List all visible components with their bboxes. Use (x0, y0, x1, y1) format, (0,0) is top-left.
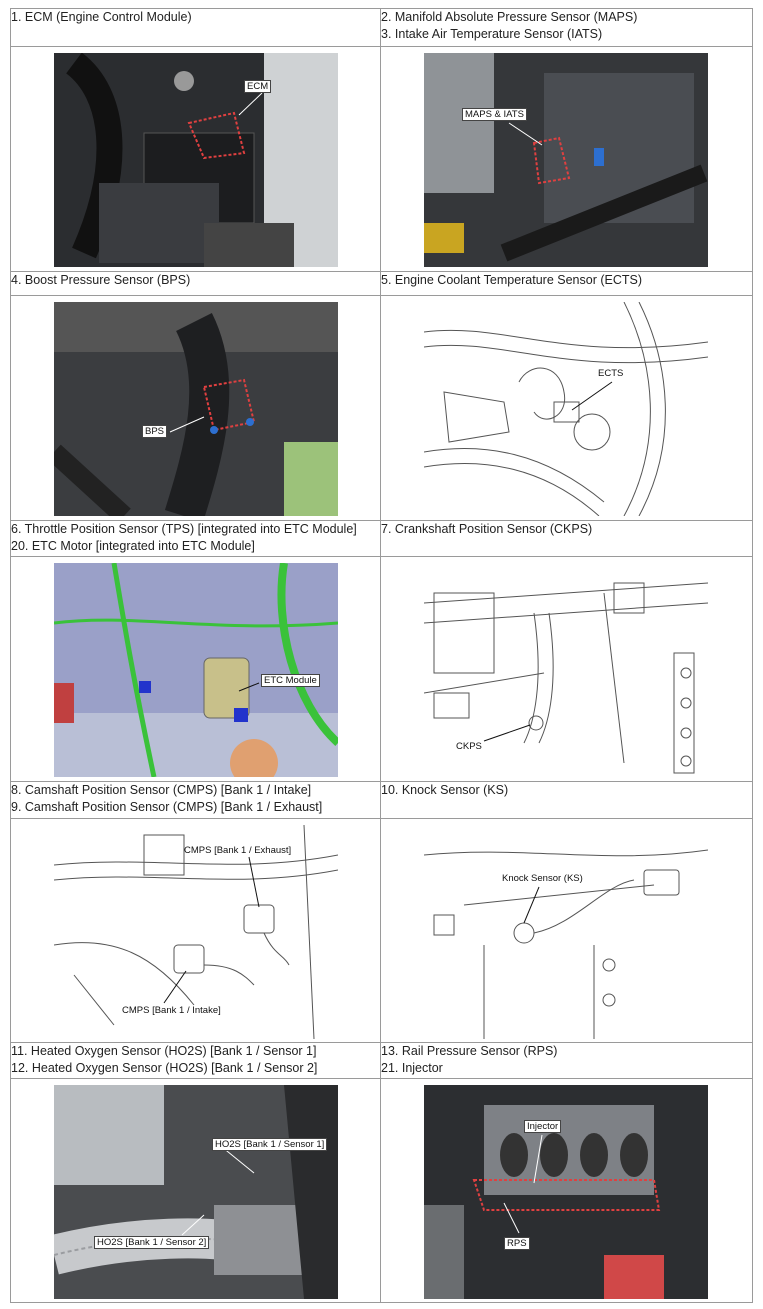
drawing-ks (424, 825, 708, 1039)
label-line: 3. Intake Air Temperature Sensor (IATS) (381, 27, 603, 41)
callout-cmps-exhaust: CMPS [Bank 1 / Exhaust] (184, 845, 292, 856)
label-line: 1. ECM (Engine Control Module) (11, 10, 192, 24)
label-ckps (381, 521, 753, 557)
label-ecm (11, 9, 381, 47)
label-line: 10. Knock Sensor (KS) (381, 783, 509, 797)
photo-maps-iats (424, 53, 708, 267)
callout-cmps-intake: CMPS [Bank 1 / Intake] (122, 1005, 221, 1016)
image-cell-etc (11, 557, 381, 782)
image-cell-bps (11, 296, 381, 521)
label-cmps (11, 782, 381, 819)
label-line: 4. Boost Pressure Sensor (BPS) (11, 273, 191, 287)
label-line: 21. Injector (381, 1061, 443, 1075)
image-cell-ks (381, 819, 753, 1043)
photo-bps (54, 302, 338, 516)
callout-ho2s-sensor-2: HO2S [Bank 1 / Sensor 2] (94, 1236, 209, 1249)
image-cell-ects (381, 296, 753, 521)
image-cell-ecm (11, 47, 381, 272)
callout-ects: ECTS (598, 368, 624, 379)
photo-ho2s (54, 1085, 338, 1299)
image-cell-ckps (381, 557, 753, 782)
label-line: 8. Camshaft Position Sensor (CMPS) [Bank 1 / Intake] (11, 783, 312, 797)
drawing-ects (424, 302, 708, 516)
image-cell-maps-iats (381, 47, 753, 272)
label-tps-etc (11, 521, 381, 557)
label-line: 6. Throttle Position Sensor (TPS) [integrated into ETC Module] (11, 522, 357, 536)
label-line: 2. Manifold Absolute Pressure Sensor (MAPS) (381, 10, 638, 24)
label-line: 12. Heated Oxygen Sensor (HO2S) [Bank 1 / Sensor 2] (11, 1061, 318, 1075)
label-line: 7. Crankshaft Position Sensor (CKPS) (381, 522, 593, 536)
callout-injector: Injector (524, 1120, 561, 1133)
callout-ho2s-sensor-1: HO2S [Bank 1 / Sensor 1] (212, 1138, 327, 1151)
drawing-ckps (424, 563, 708, 777)
image-cell-cmps (11, 819, 381, 1043)
callout-etc-module: ETC Module (261, 674, 320, 687)
callout-rps: RPS (504, 1237, 530, 1250)
photo-rps-injector (424, 1085, 708, 1299)
photo-ecm (54, 53, 338, 267)
image-cell-rps-injector (381, 1079, 753, 1303)
callout-ckps: CKPS (456, 741, 482, 752)
label-line: 20. ETC Motor [integrated into ETC Module] (11, 539, 255, 553)
image-cell-ho2s (11, 1079, 381, 1303)
label-bps (11, 272, 381, 296)
label-line: 5. Engine Coolant Temperature Sensor (ECTS) (381, 273, 643, 287)
label-line: 9. Camshaft Position Sensor (CMPS) [Bank 1 / Exhaust] (11, 800, 323, 814)
label-ks (381, 782, 753, 819)
callout-maps-iats: MAPS & IATS (462, 108, 527, 121)
render-etc-module (54, 563, 338, 777)
label-line: 11. Heated Oxygen Sensor (HO2S) [Bank 1 / Sensor 1] (11, 1044, 317, 1058)
callout-knock-sensor: Knock Sensor (KS) (502, 873, 583, 884)
label-ho2s (11, 1043, 381, 1079)
label-ects (381, 272, 753, 296)
callout-bps: BPS (142, 425, 167, 438)
label-line: 13. Rail Pressure Sensor (RPS) (381, 1044, 558, 1058)
sensor-location-table (10, 8, 753, 1303)
callout-ecm: ECM (244, 80, 271, 93)
drawing-cmps (54, 825, 338, 1039)
label-rps-injector (381, 1043, 753, 1079)
label-maps-iats (381, 9, 753, 47)
